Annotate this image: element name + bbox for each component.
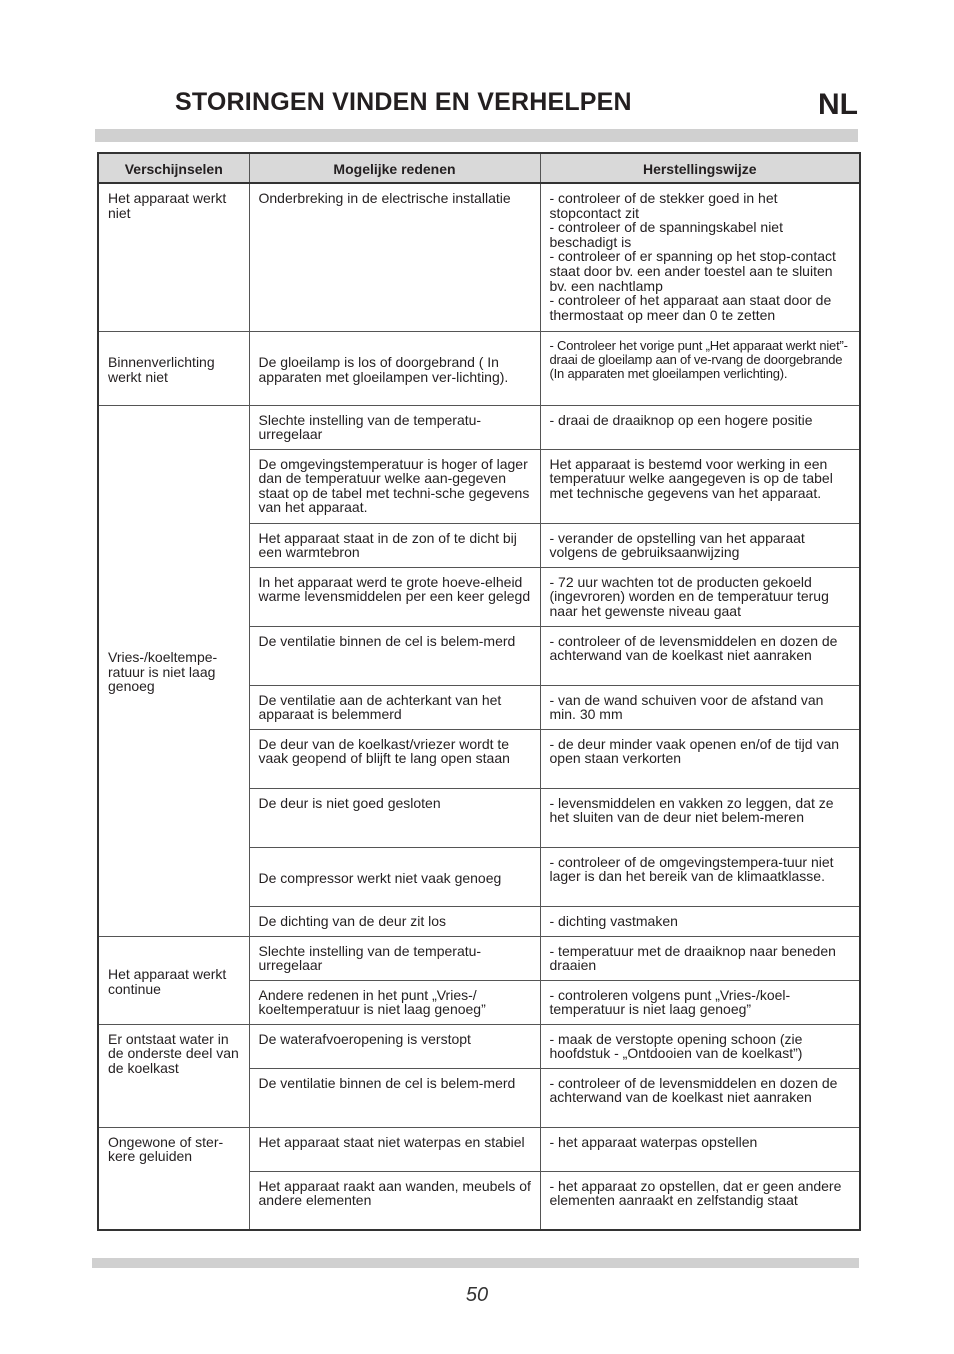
cause-cell: De waterafvoeropening is verstopt [249, 1024, 540, 1068]
remedy-cell: - levensmiddelen en vakken zo leggen, dat ze het sluiten van de deur niet belem-meren [540, 788, 860, 847]
cause-cell: De ventilatie aan de achterkant van het apparaat is belemmerd [249, 685, 540, 729]
remedy-cell: - controleer of de levensmiddelen en dozen de achterwand van de koelkast niet aanraken [540, 626, 860, 685]
column-header-symptoms: Verschijnselen [98, 153, 249, 183]
column-header-remedies: Herstellingswijze [540, 153, 860, 183]
remedy-cell: - de deur minder vaak openen en/of de tijd van open staan verkorten [540, 729, 860, 788]
column-header-causes: Mogelijke redenen [249, 153, 540, 183]
cause-cell: De ventilatie binnen de cel is belem-merd [249, 626, 540, 685]
remedy-cell: - controleren volgens punt „Vries-/koel-temperatuur is niet laag genoeg” [540, 980, 860, 1024]
cause-cell: De dichting van de deur zit los [249, 906, 540, 936]
remedy-cell: - het apparaat waterpas opstellen [540, 1127, 860, 1171]
table-row [98, 331, 860, 405]
symptom-cell: Vries-/koeltempe-ratuur is niet laag genoeg [98, 405, 249, 936]
symptom-cell: Er ontstaat water in de onderste deel van de koelkast [98, 1024, 249, 1127]
remedy-cell: - draai de draaiknop op een hogere positie [540, 405, 860, 449]
cause-cell: Andere redenen in het punt „Vries-/ koeltemperatuur is niet laag genoeg” [249, 980, 540, 1024]
remedy-cell: - van de wand schuiven voor de afstand van min. 30 mm [540, 685, 860, 729]
cause-cell: Het apparaat raakt aan wanden, meubels of andere elementen [249, 1171, 540, 1230]
cause-cell: De compressor werkt niet vaak genoeg [249, 847, 540, 906]
table-row [98, 1024, 860, 1068]
footer-divider [92, 1258, 859, 1268]
table-row [98, 1127, 860, 1171]
cause-cell: De deur is niet goed gesloten [249, 788, 540, 847]
remedy-cell: - verander de opstelling van het apparaat volgens de gebruiksaanwijzing [540, 523, 860, 567]
page-number: 50 [465, 1284, 489, 1306]
remedy-cell: Het apparaat is bestemd voor werking in een temperatuur welke aangegeven is op de tabel met technische gegevens van het apparaat. [540, 449, 860, 523]
symptom-cell: Het apparaat werkt continue [98, 936, 249, 1024]
cause-cell: Slechte instelling van de temperatu-urregelaar [249, 405, 540, 449]
cause-cell: De omgevingstemperatuur is hoger of lager dan de temperatuur welke aan-gegeven staat op de tabel met techni-sche gegevens van het apparaat. [249, 449, 540, 523]
symptom-cell: Ongewone of ster-kere geluiden [98, 1127, 249, 1230]
table-header-row [98, 153, 860, 183]
cause-cell: Onderbreking in de electrische installatie [249, 183, 540, 331]
remedy-cell: - temperatuur met de draaiknop naar beneden draaien [540, 936, 860, 980]
remedy-cell: - controleer of de stekker goed in het stopcontact zit - controleer of de spanningskabel niet beschadigt is - controleer of er spanning op het stop-contact staat door bv. een ander toestel aan te sluiten bv. een nachtlamp - controleer of het apparaat aan staat door de thermostaat op meer dan 0 te zetten [540, 183, 860, 331]
remedy-cell: - controleer of de omgevingstempera-tuur niet lager is dan het bereik van de klimaatklasse. [540, 847, 860, 906]
cause-cell: Slechte instelling van de temperatu-urregelaar [249, 936, 540, 980]
troubleshooting-table [97, 152, 861, 1231]
cause-cell: In het apparaat werd te grote hoeve-elheid warme levensmiddelen per een keer gelegd [249, 567, 540, 626]
remedy-cell: - controleer of de levensmiddelen en dozen de achterwand van de koelkast niet aanraken [540, 1068, 860, 1127]
table-row [98, 936, 860, 980]
remedy-cell: - het apparaat zo opstellen, dat er geen andere elementen aanraakt en zelfstandig staat [540, 1171, 860, 1230]
language-code: NL [818, 88, 858, 121]
symptom-cell: Het apparaat werkt niet [98, 183, 249, 331]
remedy-cell: - maak de verstopte opening schoon (zie hoofdstuk - „Ontdooien van de koelkast”) [540, 1024, 860, 1068]
cause-cell: De ventilatie binnen de cel is belem-merd [249, 1068, 540, 1127]
cause-cell: Het apparaat staat in de zon of te dicht bij een warmtebron [249, 523, 540, 567]
cause-cell: De deur van de koelkast/vriezer wordt te vaak geopend of blijft te lang open staan [249, 729, 540, 788]
remedy-cell: - 72 uur wachten tot de producten gekoeld (ingevroren) worden en de temperatuur terug naar het gewenste niveau gaat [540, 567, 860, 626]
cause-cell: De gloeilamp is los of doorgebrand ( In apparaten met gloeilampen ver-lichting). [249, 331, 540, 405]
symptom-cell: Binnenverlichting werkt niet [98, 331, 249, 405]
table-row [98, 405, 860, 449]
remedy-cell: - Controleer het vorige punt „Het apparaat werkt niet”- draai de gloeilamp aan of ve-rvang de doorgebrande (In apparaten met gloeilampen verlichting). [540, 331, 860, 405]
remedy-cell: - dichting vastmaken [540, 906, 860, 936]
cause-cell: Het apparaat staat niet waterpas en stabiel [249, 1127, 540, 1171]
header-divider [95, 129, 858, 142]
page-title: STORINGEN VINDEN EN VERHELPEN [175, 88, 632, 116]
table-row [98, 183, 860, 331]
